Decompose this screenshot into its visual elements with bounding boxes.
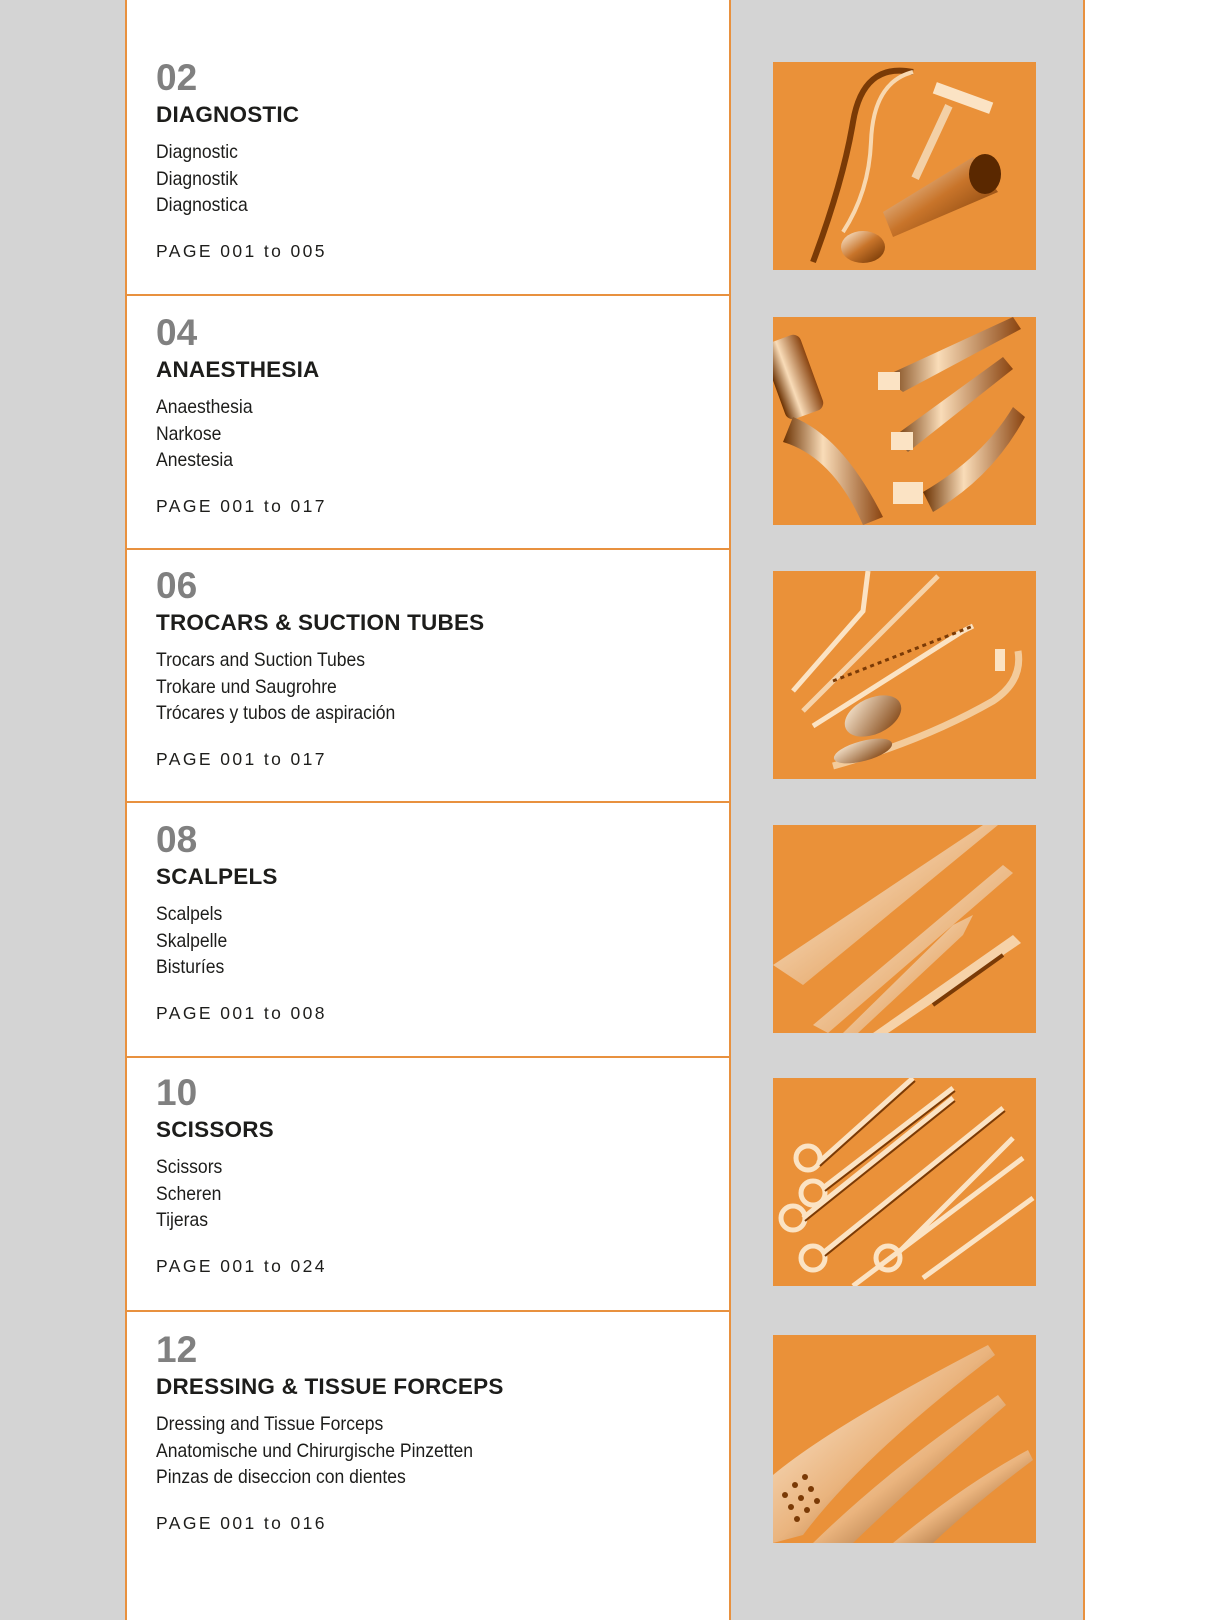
- page-range: PAGE 001 to 005: [156, 240, 327, 261]
- laryngoscope-icon: [773, 317, 1036, 525]
- section-title: SCALPELS: [156, 864, 278, 889]
- section-number: 08: [156, 819, 198, 860]
- forceps-icon: [773, 1335, 1036, 1543]
- section-name-es: Diagnostica: [156, 194, 248, 216]
- section-name-en: Trocars and Suction Tubes: [156, 649, 366, 671]
- stethoscope-icon: [773, 62, 1036, 270]
- catalog-section-scissors[interactable]: [156, 1073, 716, 1277]
- catalog-section-anaesthesia[interactable]: [156, 313, 716, 517]
- section-title: DRESSING & TISSUE FORCEPS: [156, 1374, 504, 1399]
- section-name-en: Scalpels: [156, 903, 223, 925]
- section-name-es: Tijeras: [156, 1209, 209, 1231]
- section-number: 02: [156, 57, 198, 98]
- section-number: 12: [156, 1329, 198, 1370]
- section-divider: [125, 1056, 730, 1058]
- section-number: 04: [156, 312, 198, 353]
- page-range: PAGE 001 to 024: [156, 1255, 327, 1276]
- catalog-section-scalpels[interactable]: [156, 820, 716, 1024]
- section-name-en: Scissors: [156, 1156, 223, 1178]
- section-name-de: Trokare und Saugrohre: [156, 675, 337, 698]
- scissors-icon: [773, 1078, 1036, 1286]
- page-range: PAGE 001 to 017: [156, 748, 327, 769]
- section-name-de: Narkose: [156, 422, 222, 445]
- middle-border-line: [729, 0, 731, 1620]
- section-name-de: Anatomische und Chirurgische Pinzetten: [156, 1439, 474, 1462]
- section-name-es: Bisturíes: [156, 956, 225, 978]
- page-range: PAGE 001 to 016: [156, 1512, 327, 1533]
- catalog-section-forceps[interactable]: [156, 1330, 716, 1534]
- section-divider: [125, 294, 730, 296]
- section-number: 10: [156, 1072, 198, 1113]
- scalpel-icon: [773, 825, 1036, 1033]
- catalog-section-diagnostic[interactable]: [156, 58, 716, 262]
- section-name-de: Scheren: [156, 1182, 222, 1205]
- section-name-de: Skalpelle: [156, 929, 228, 952]
- section-title: TROCARS & SUCTION TUBES: [156, 610, 485, 635]
- section-name-es: Pinzas de diseccion con dientes: [156, 1466, 406, 1488]
- section-name-de: Diagnostik: [156, 167, 238, 190]
- section-title: DIAGNOSTIC: [156, 102, 300, 127]
- section-divider: [125, 801, 730, 803]
- page-range: PAGE 001 to 008: [156, 1002, 327, 1023]
- left-border-line: [125, 0, 127, 1620]
- section-divider: [125, 548, 730, 550]
- section-number: 06: [156, 565, 198, 606]
- section-title: ANAESTHESIA: [156, 357, 320, 382]
- section-name-en: Diagnostic: [156, 141, 238, 163]
- section-name-es: Anestesia: [156, 449, 234, 471]
- right-margin: [1085, 0, 1224, 1620]
- section-title: SCISSORS: [156, 1117, 274, 1142]
- page-range: PAGE 001 to 017: [156, 495, 327, 516]
- section-name-en: Dressing and Tissue Forceps: [156, 1413, 384, 1435]
- section-divider: [125, 1310, 730, 1312]
- section-name-en: Anaesthesia: [156, 396, 253, 418]
- catalog-section-trocars[interactable]: [156, 566, 716, 770]
- section-name-es: Trócares y tubos de aspiración: [156, 702, 396, 724]
- suction-tube-icon: [773, 571, 1036, 779]
